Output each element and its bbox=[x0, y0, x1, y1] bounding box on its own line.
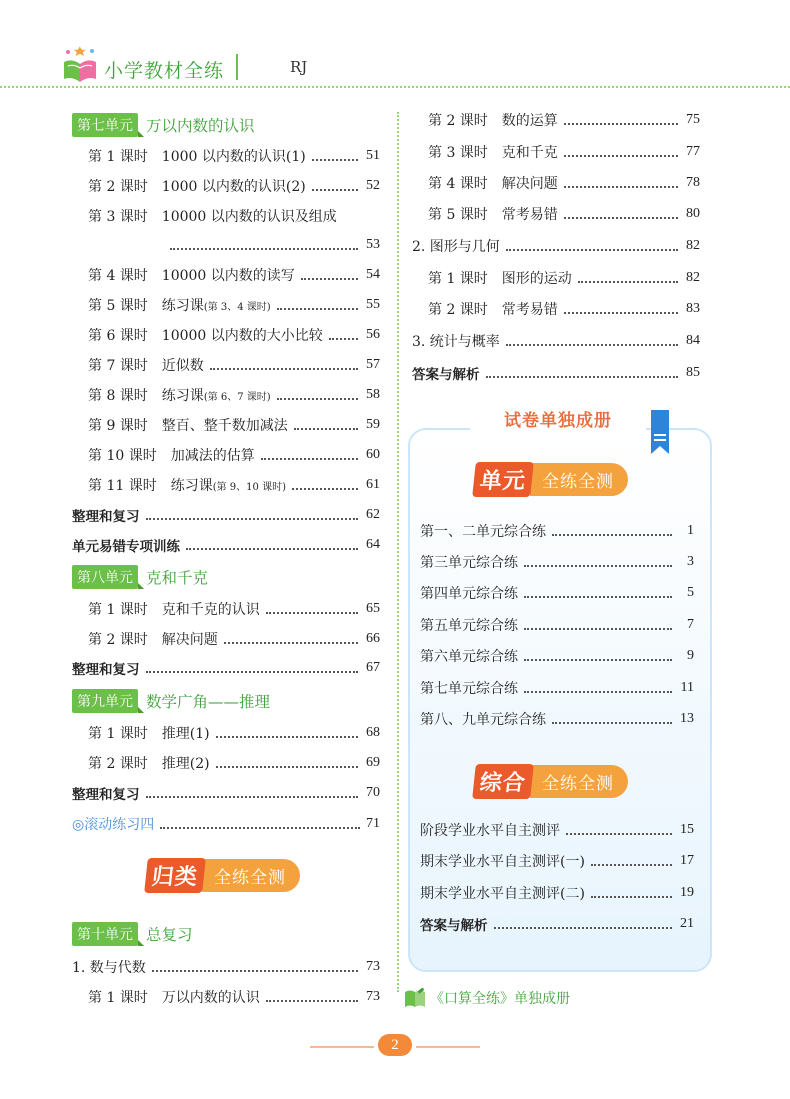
toc-entry[interactable] bbox=[428, 140, 700, 164]
entry-label: 第 4 课时 10000 以内数的读写 bbox=[88, 268, 295, 284]
entry-label: 第 5 课时 练习课 bbox=[88, 298, 204, 314]
page-number: 13 bbox=[680, 711, 694, 726]
entry-label: 第 6 课时 10000 以内数的大小比较 bbox=[88, 328, 323, 344]
entry-label: 期末学业水平自主测评(二) bbox=[420, 886, 585, 902]
toc-entry[interactable] bbox=[88, 383, 380, 407]
banner-pill: 全练全测 bbox=[530, 463, 628, 496]
page-number: 5 bbox=[687, 585, 694, 600]
page-number: 1 bbox=[687, 523, 694, 538]
dot-leader bbox=[170, 248, 358, 250]
entry-label: 第 1 课时 克和千克的认识 bbox=[88, 602, 260, 618]
page-number: 71 bbox=[366, 816, 380, 831]
toc-entry-section[interactable] bbox=[412, 329, 700, 353]
toc-entry[interactable] bbox=[88, 721, 380, 745]
page-number: 17 bbox=[680, 853, 694, 868]
unit-heading-8 bbox=[72, 564, 208, 590]
dot-leader bbox=[312, 159, 358, 161]
dot-leader bbox=[566, 833, 672, 835]
footer-rule-right bbox=[416, 1046, 480, 1048]
page-number: 53 bbox=[366, 237, 380, 252]
page-number: 55 bbox=[366, 297, 380, 312]
test-entry[interactable] bbox=[420, 849, 694, 873]
entry-label: 第 4 课时 解决问题 bbox=[428, 176, 558, 192]
page-number: 64 bbox=[366, 537, 380, 552]
dot-leader bbox=[277, 308, 358, 310]
page-number: 57 bbox=[366, 357, 380, 372]
toc-entry[interactable] bbox=[88, 413, 380, 437]
page-number: 70 bbox=[366, 785, 380, 800]
toc-entry[interactable] bbox=[88, 443, 380, 467]
dot-leader bbox=[524, 691, 672, 693]
unit-title: 克和千克 bbox=[146, 569, 209, 587]
toc-entry-continuation[interactable] bbox=[170, 233, 380, 257]
entry-label: 第八、九单元综合练 bbox=[420, 712, 546, 728]
unit-tag: 第七单元 bbox=[72, 113, 138, 137]
page-number: 77 bbox=[686, 144, 700, 159]
dot-leader bbox=[146, 796, 359, 798]
entry-label: 第三单元综合练 bbox=[420, 555, 518, 571]
page-number: 61 bbox=[366, 477, 380, 492]
entry-label: 第 3 课时 克和千克 bbox=[428, 145, 558, 161]
banner-main: 单元 bbox=[472, 462, 534, 497]
page-number: 73 bbox=[366, 959, 380, 974]
dot-leader bbox=[266, 1000, 358, 1002]
dot-leader bbox=[506, 344, 678, 346]
toc-entry[interactable] bbox=[88, 174, 380, 198]
toc-entry[interactable] bbox=[88, 627, 380, 651]
unit-tag: 第八单元 bbox=[72, 565, 138, 589]
entry-label: 第 2 课时 常考易错 bbox=[428, 302, 558, 318]
dot-leader bbox=[301, 278, 358, 280]
entry-label: 第 10 课时 加减法的估算 bbox=[88, 448, 255, 464]
test-entry[interactable] bbox=[420, 550, 694, 574]
entry-label: 整理和复习 bbox=[72, 509, 140, 525]
dot-leader bbox=[524, 628, 672, 630]
dot-leader bbox=[266, 612, 358, 614]
dot-leader bbox=[564, 312, 678, 314]
dot-leader bbox=[224, 642, 358, 644]
page-number: 54 bbox=[366, 267, 380, 282]
unit-title: 万以内数的认识 bbox=[146, 117, 255, 135]
toc-entry[interactable] bbox=[88, 204, 380, 228]
entry-label: 第六单元综合练 bbox=[420, 649, 518, 665]
dot-leader bbox=[578, 281, 678, 283]
entry-label: 第 2 课时 解决问题 bbox=[88, 632, 218, 648]
page-number: 51 bbox=[366, 148, 380, 163]
page-number: 7 bbox=[687, 617, 694, 632]
unit-test-banner bbox=[474, 462, 628, 497]
dot-leader bbox=[591, 864, 672, 866]
dot-leader bbox=[494, 927, 673, 929]
page-number: 11 bbox=[680, 680, 694, 695]
unit-tag: 第十单元 bbox=[72, 922, 138, 946]
dot-leader bbox=[329, 338, 358, 340]
dot-leader bbox=[564, 217, 678, 219]
entry-label: 第 1 课时 1000 以内数的认识(1) bbox=[88, 149, 306, 165]
page-number: 66 bbox=[366, 631, 380, 646]
page-number: 67 bbox=[366, 660, 380, 675]
entry-label: 第 9 课时 整百、整千数加减法 bbox=[88, 418, 288, 434]
banner-pill: 全练全测 bbox=[530, 765, 628, 798]
dot-leader bbox=[261, 458, 358, 460]
page-number: 52 bbox=[366, 178, 380, 193]
entry-label: 第 2 课时 数的运算 bbox=[428, 113, 558, 129]
page-number-badge: 2 bbox=[378, 1034, 412, 1056]
entry-label: 第四单元综合练 bbox=[420, 586, 518, 602]
page-number: 75 bbox=[686, 112, 700, 127]
toc-entry-scroll-practice[interactable] bbox=[72, 812, 380, 836]
test-entry[interactable] bbox=[420, 581, 694, 605]
entry-label: 答案与解析 bbox=[412, 367, 480, 383]
dot-leader bbox=[552, 722, 672, 724]
unit-title: 总复习 bbox=[146, 926, 193, 944]
dot-leader bbox=[506, 249, 678, 251]
page-number: 73 bbox=[366, 989, 380, 1004]
page-number: 68 bbox=[366, 725, 380, 740]
test-entry[interactable] bbox=[420, 613, 694, 637]
test-entry[interactable] bbox=[420, 676, 694, 700]
page-number: 19 bbox=[680, 885, 694, 900]
page-number: 60 bbox=[366, 447, 380, 462]
comprehensive-test-banner bbox=[474, 764, 628, 799]
toc-entry-section[interactable] bbox=[412, 234, 700, 258]
banner-pill: 全练全测 bbox=[202, 859, 300, 892]
toc-entry-review[interactable] bbox=[72, 781, 380, 805]
toc-entry[interactable] bbox=[428, 108, 700, 132]
entry-label: 第五单元综合练 bbox=[420, 618, 518, 634]
entry-label: 期末学业水平自主测评(一) bbox=[420, 854, 585, 870]
page-number: 3 bbox=[687, 554, 694, 569]
page-number: 59 bbox=[366, 417, 380, 432]
page-number: 21 bbox=[680, 916, 694, 931]
dot-leader bbox=[277, 398, 358, 400]
panel-title: 试卷单独成册 bbox=[470, 404, 646, 438]
page-number: 9 bbox=[687, 648, 694, 663]
test-entry[interactable] bbox=[420, 818, 694, 842]
toc-entry[interactable] bbox=[88, 323, 380, 347]
dot-leader bbox=[152, 970, 358, 972]
banner-main: 综合 bbox=[472, 764, 534, 799]
toc-entry[interactable] bbox=[88, 263, 380, 287]
toc-entry[interactable] bbox=[428, 297, 700, 321]
dot-leader bbox=[210, 368, 358, 370]
footer-rule-left bbox=[310, 1046, 374, 1048]
banner-main: 归类 bbox=[144, 858, 206, 893]
dot-leader bbox=[312, 189, 358, 191]
toc-entry[interactable] bbox=[88, 144, 380, 168]
entry-label: 整理和复习 bbox=[72, 662, 140, 678]
entry-note: (第 6、7 课时) bbox=[203, 391, 271, 403]
unit-heading-9 bbox=[72, 688, 270, 714]
entry-label: 第 7 课时 近似数 bbox=[88, 358, 204, 374]
dot-leader bbox=[591, 896, 672, 898]
dot-leader bbox=[146, 518, 359, 520]
toc-entry-review[interactable] bbox=[72, 503, 380, 527]
dot-leader bbox=[294, 428, 358, 430]
notebook-icon bbox=[404, 988, 426, 1008]
toc-entry[interactable] bbox=[88, 473, 380, 497]
dot-leader bbox=[564, 155, 678, 157]
dot-leader bbox=[292, 488, 358, 490]
toc-entry[interactable] bbox=[88, 751, 380, 775]
entry-label: 1. 数与代数 bbox=[72, 960, 146, 976]
toc-entry[interactable] bbox=[88, 353, 380, 377]
toc-entry-special[interactable] bbox=[72, 533, 380, 557]
page-number: 85 bbox=[686, 365, 700, 380]
entry-note: (第 3、4 课时) bbox=[203, 301, 271, 313]
toc-entry[interactable] bbox=[428, 171, 700, 195]
oral-note-text: 《口算全练》单独成册 bbox=[430, 991, 570, 1007]
edition-label: RJ bbox=[290, 58, 308, 76]
test-entry[interactable] bbox=[420, 881, 694, 905]
entry-label: 第 1 课时 图形的运动 bbox=[428, 271, 572, 287]
entry-note: (第 9、10 课时) bbox=[212, 481, 286, 493]
page-number: 65 bbox=[366, 601, 380, 616]
page-number: 62 bbox=[366, 507, 380, 522]
dot-leader bbox=[564, 123, 678, 125]
test-entry[interactable] bbox=[420, 519, 694, 543]
entry-label: 第 8 课时 练习课 bbox=[88, 388, 204, 404]
dot-leader bbox=[552, 534, 672, 536]
dot-leader bbox=[146, 671, 359, 673]
entry-label: 第 5 课时 常考易错 bbox=[428, 207, 558, 223]
dot-leader bbox=[524, 565, 672, 567]
open-book-icon bbox=[60, 46, 100, 84]
dot-leader bbox=[524, 596, 672, 598]
entry-label: 答案与解析 bbox=[420, 918, 488, 934]
header-rule bbox=[0, 86, 790, 88]
entry-label: 3. 统计与概率 bbox=[412, 334, 500, 350]
unit-heading-10 bbox=[72, 921, 193, 947]
unit-tag: 第九单元 bbox=[72, 689, 138, 713]
toc-entry[interactable] bbox=[88, 293, 380, 317]
entry-label: ◎滚动练习四 bbox=[72, 817, 155, 833]
category-banner bbox=[146, 858, 300, 893]
entry-label: 第 11 课时 练习课 bbox=[88, 478, 213, 494]
page-number: 80 bbox=[686, 206, 700, 221]
entry-label: 第一、二单元综合练 bbox=[420, 524, 546, 540]
entry-label: 第 1 课时 推理(1) bbox=[88, 726, 210, 742]
toc-entry-section[interactable] bbox=[72, 955, 380, 979]
entry-label: 第七单元综合练 bbox=[420, 681, 518, 697]
oral-arithmetic-note bbox=[404, 984, 570, 1012]
entry-label: 阶段学业水平自主测评 bbox=[420, 823, 560, 839]
unit-title: 数学广角——推理 bbox=[146, 693, 271, 711]
dot-leader bbox=[216, 766, 358, 768]
dot-leader bbox=[524, 659, 672, 661]
page-number: 84 bbox=[686, 333, 700, 348]
entry-label: 单元易错专项训练 bbox=[72, 539, 180, 555]
dot-leader bbox=[486, 376, 679, 378]
bookmark-icon bbox=[651, 410, 669, 446]
test-entry[interactable] bbox=[420, 644, 694, 668]
entry-label: 2. 图形与几何 bbox=[412, 239, 500, 255]
page-number: 83 bbox=[686, 301, 700, 316]
toc-entry[interactable] bbox=[428, 266, 700, 290]
unit-heading-7 bbox=[72, 112, 255, 138]
toc-entry[interactable] bbox=[88, 985, 380, 1009]
dot-leader bbox=[160, 827, 360, 829]
column-divider bbox=[397, 112, 399, 992]
dot-leader bbox=[186, 548, 358, 550]
entry-label: 第 3 课时 10000 以内数的认识及组成 bbox=[88, 209, 337, 225]
page-number: 15 bbox=[680, 822, 694, 837]
toc-entry-review[interactable] bbox=[72, 656, 380, 680]
page-number: 78 bbox=[686, 175, 700, 190]
test-entry[interactable] bbox=[420, 707, 694, 731]
entry-label: 第 1 课时 万以内数的认识 bbox=[88, 990, 260, 1006]
entry-label: 整理和复习 bbox=[72, 787, 140, 803]
page-number: 82 bbox=[686, 270, 700, 285]
brand-title: 小学教材全练 bbox=[104, 60, 225, 82]
test-entry-answers[interactable] bbox=[420, 912, 694, 936]
toc-entry[interactable] bbox=[88, 597, 380, 621]
page-number: 58 bbox=[366, 387, 380, 402]
toc-entry[interactable] bbox=[428, 202, 700, 226]
entry-label: 第 2 课时 推理(2) bbox=[88, 756, 210, 772]
dot-leader bbox=[564, 186, 678, 188]
page-number: 82 bbox=[686, 238, 700, 253]
page-number: 56 bbox=[366, 327, 380, 342]
toc-entry-answers[interactable] bbox=[412, 361, 700, 385]
entry-label: 第 2 课时 1000 以内数的认识(2) bbox=[88, 179, 306, 195]
header-separator bbox=[236, 54, 238, 80]
page-header bbox=[0, 38, 790, 98]
page-number: 69 bbox=[366, 755, 380, 770]
dot-leader bbox=[216, 736, 358, 738]
